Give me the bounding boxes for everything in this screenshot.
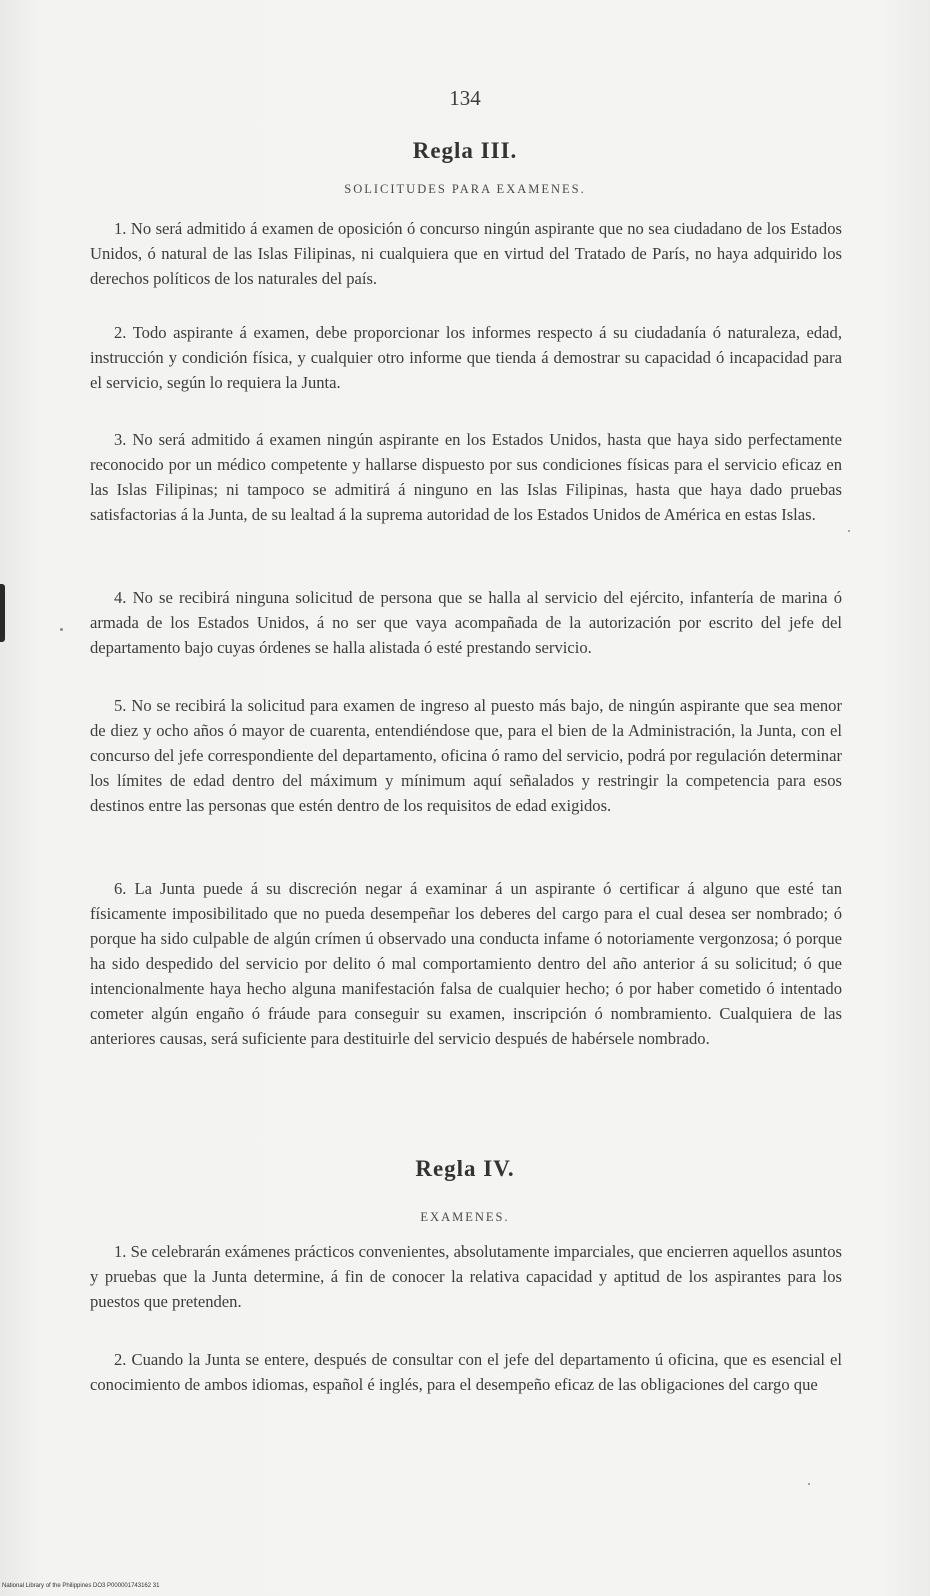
rule-iii-paragraph-4: 4. No se recibirá ninguna solicitud de persona que se halla al servicio del ejército, infantería de marina ó armada de los Estados Unidos, á no ser que vaya acompañada de la autorización por escrito del jefe del departamento bajo cuyas órdenes se halla alistada ó esté prestando servicio. (90, 588, 842, 657)
scan-speck (808, 1483, 810, 1485)
scan-speck (60, 628, 63, 631)
rule-iii-paragraph-2: 2. Todo aspirante á examen, debe proporcionar los informes respecto á su ciudadanía ó naturaleza, edad, instrucción y condición física, y cualquier otro informe que tienda á demostrar su capacidad ó incapacidad para el servicio, según lo requiera la Junta. (90, 323, 842, 392)
section-heading-regla-iv: Regla IV. (415, 1156, 515, 1181)
scan-footer-caption: National Library of the Philippines DO3 P000001743162 31 (2, 1583, 160, 1589)
page-number: 134 (449, 86, 481, 110)
rule-iv-paragraph-1: 1. Se celebrarán exámenes prácticos convenientes, absolutamente imparciales, que encierren aquellos asuntos y pruebas que la Junta determine, á fin de conocer la relativa capacidad y aptitud de los aspirantes para los puestos que pretenden. (90, 1242, 842, 1311)
section-subheading-examenes: EXAMENES. (420, 1210, 510, 1224)
section-subheading-solicitudes: SOLICITUDES PARA EXAMENES. (344, 182, 586, 196)
rule-iii-paragraph-5: 5. No se recibirá la solicitud para examen de ingreso al puesto más bajo, de ningún aspirante que sea menor de diez y ocho años ó mayor de cuarenta, entendiéndose que, para el bien de la Administración, la Junta, con el concurso del jefe correspondiente del departamento, oficina ó ramo del servicio, podrá por regulación determinar los límites de edad dentro del máximum y mínimum aquí señalados y restringir la competencia para esos destinos entre las personas que estén dentro de los requisitos de edad exigidos. (90, 696, 842, 815)
rule-iv-paragraph-2: 2. Cuando la Junta se entere, después de consultar con el jefe del departamento ú oficina, que es esencial el conocimiento de ambos idiomas, español é inglés, para el desempeño eficaz de las obligaciones del cargo que (90, 1350, 842, 1394)
binding-mark (0, 584, 5, 642)
rule-iii-paragraph-6: 6. La Junta puede á su discreción negar á examinar á un aspirante ó certificar á alguno que esté tan físicamente imposibilitado que no pueda desempeñar los deberes del cargo para el cual desea ser nombrado; ó porque ha sido culpable de algún crímen ú observado una conducta infame ó notoriamente vergonzosa; ó porque ha sido despedido del servicio por delito ó mal comportamiento dentro del año anterior á su solicitud; ó que intencionalmente haya hecho alguna manifestación falsa de cualquier hecho; ó por haber cometido ó intentado cometer algún engaño ó fráude para conseguir su examen, inscripción ó nombramiento. Cualquiera de las anteriores causas, será suficiente para destituirle del servicio después de habérsele nombrado. (90, 879, 842, 1048)
rule-iii-paragraph-1: 1. No será admitido á examen de oposición ó concurso ningún aspirante que no sea ciudadano de los Estados Unidos, ó natural de las Islas Filipinas, ni cualquiera que en virtud del Tratado de París, no haya adquirido los derechos políticos de los naturales del país. (90, 219, 842, 288)
scan-speck (848, 530, 850, 532)
rule-iii-paragraph-3: 3. No será admitido á examen ningún aspirante en los Estados Unidos, hasta que haya sido perfectamente reconocido por un médico competente y hallarse dispuesto por sus condiciones físicas para el servicio eficaz en las Islas Filipinas; ni tampoco se admitirá á ninguno en las Islas Filipinas, hasta que haya dado pruebas satisfactorias á la Junta, de su lealtad á la suprema autoridad de los Estados Unidos de América en estas Islas. (90, 430, 842, 524)
section-heading-regla-iii: Regla III. (412, 138, 518, 163)
